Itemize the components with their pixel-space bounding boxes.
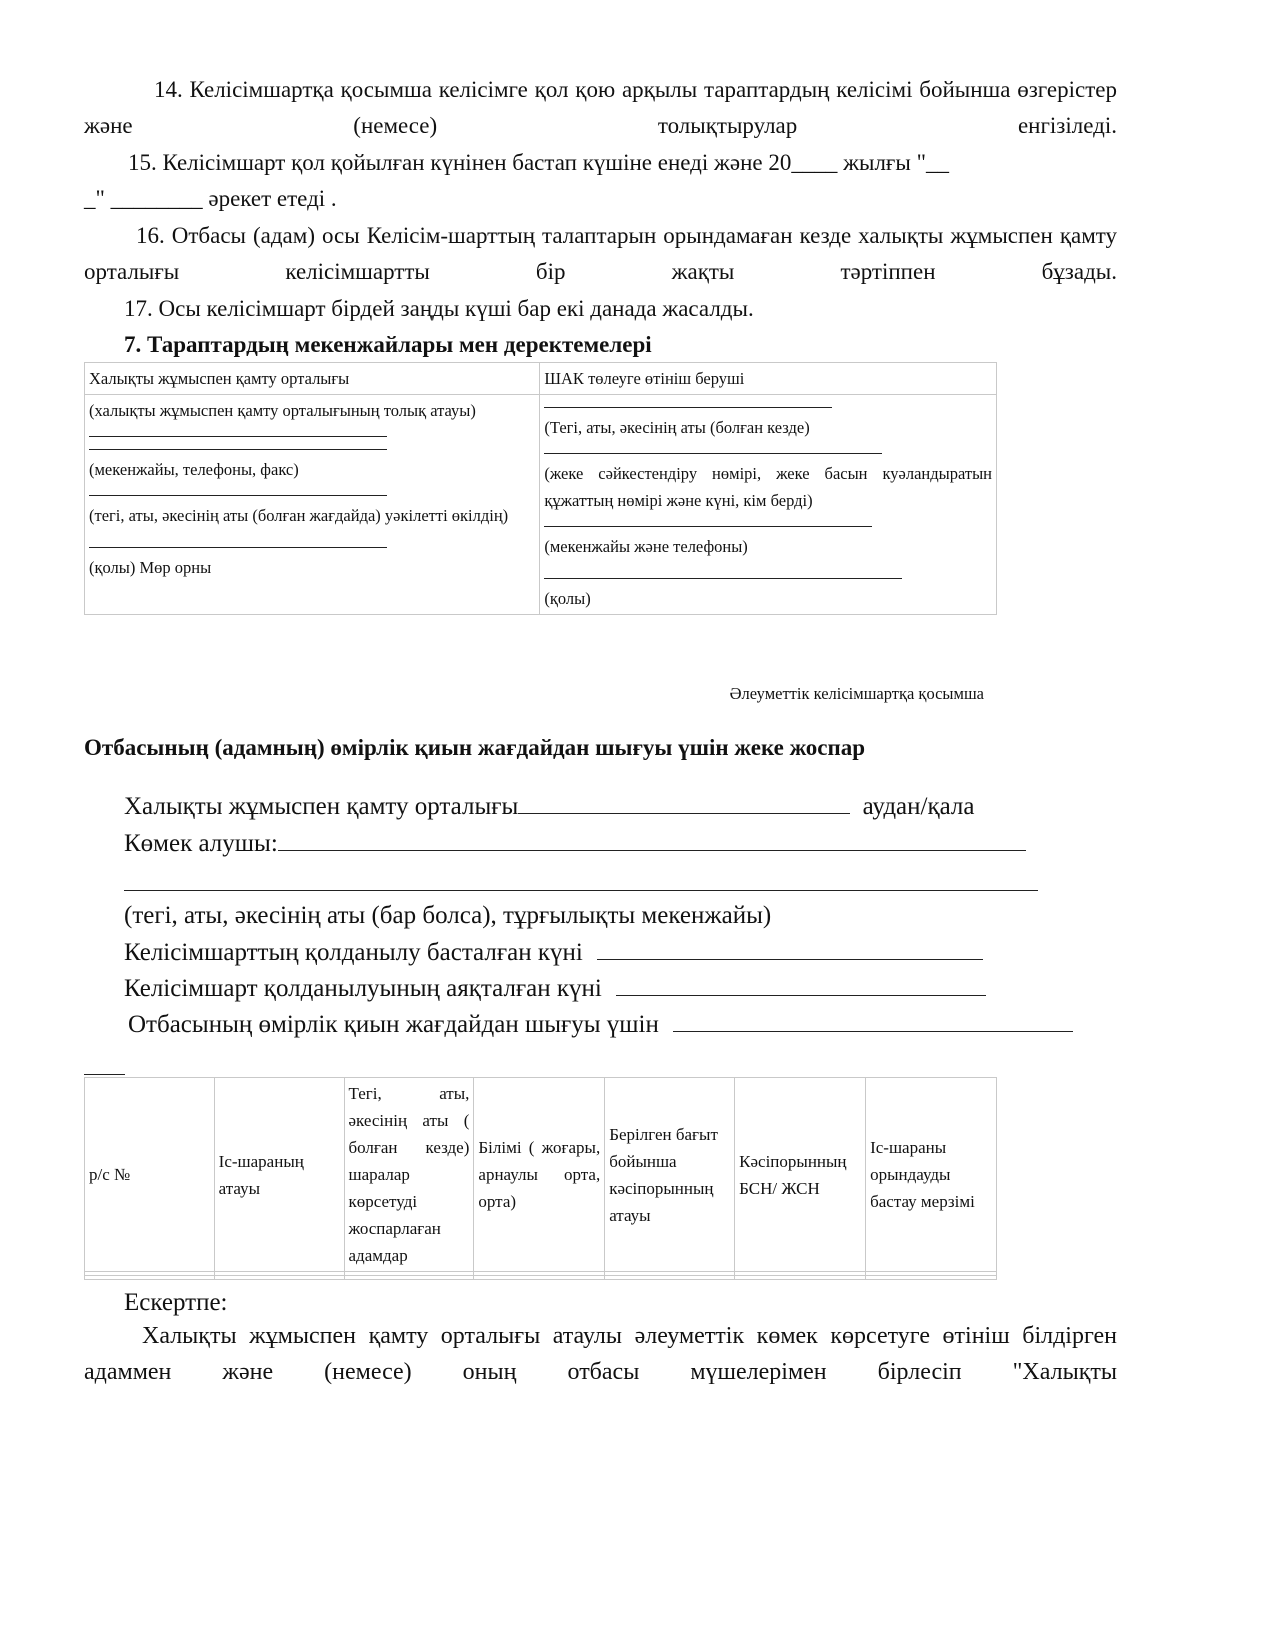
col-enterprise-name: Берілген бағыт бойынша кәсіпорынның атауы bbox=[605, 1078, 735, 1272]
col-enterprise-bin: Кәсіпорынның БСН/ ЖСН bbox=[735, 1078, 866, 1272]
col-education: Білімі ( жоғары, арнаулы орта, орта) bbox=[474, 1078, 605, 1272]
district-city-label: аудан/қала bbox=[862, 793, 975, 820]
plan-table bbox=[84, 1077, 997, 1280]
recipient-line bbox=[124, 825, 1026, 862]
paragraph-17: 17. Осы келісімшарт бірдей заңды күші бар екі данада жасалды. bbox=[124, 296, 754, 321]
paragraph-16: 16. Отбасы (адам) осы Келісім-шарттың талаптарын орындамаған кезде халықты жұмыспен қамту орталығы келісімшартты бір жақты тәртіппен бұзады. bbox=[84, 223, 1117, 284]
exit-plan-label: Отбасының өмірлік қиын жағдайдан шығуы үшін bbox=[128, 1011, 659, 1038]
applicant-name-hint: (Тегі, аты, әкесінің аты (болған кезде) bbox=[544, 418, 810, 437]
recipient-blank bbox=[278, 828, 1026, 851]
center-signature-hint: (қолы) Мөр орны bbox=[89, 558, 212, 577]
requisites-table bbox=[84, 362, 997, 615]
center-address-hint: (мекенжайы, телефоны, факс) bbox=[89, 460, 299, 479]
applicant-id-hint: (жеке сәйкестендіру нөмірі, жеке басын куәландыратын құжаттың нөмірі және күні, кім берді) bbox=[544, 464, 992, 510]
center-representative-hint: (тегі, аты, әкесінің аты (болған жағдайда) уәкілетті өкілдің) bbox=[89, 506, 509, 525]
end-date-line bbox=[124, 970, 986, 1007]
applicant-address-hint: (мекенжайы және телефоны) bbox=[544, 537, 748, 556]
employment-center-line bbox=[124, 788, 975, 825]
appendix-note: Әлеуметтік келісімшартқа қосымша bbox=[729, 684, 984, 703]
applicant-cell bbox=[540, 395, 997, 615]
start-date-blank bbox=[597, 937, 983, 960]
recipient-hint: (тегі, аты, әкесінің аты (бар болса), тұрғылықты мекенжайы) bbox=[124, 902, 772, 929]
exit-plan-line bbox=[128, 1006, 1073, 1043]
col-start-date: Іс-шараны орындауды бастау мерзімі bbox=[866, 1078, 997, 1272]
applicant-signature-hint: (қолы) bbox=[544, 589, 591, 608]
section-7-title: 7. Тараптардың мекенжайлары мен деректемелері bbox=[124, 332, 652, 357]
start-date-line bbox=[124, 934, 983, 971]
employment-center-blank bbox=[518, 791, 850, 814]
exit-plan-blank-cont bbox=[84, 1074, 125, 1075]
right-header: ШАК төлеуге өтініш беруші bbox=[540, 363, 997, 395]
col-number: р/с № bbox=[85, 1078, 215, 1272]
paragraph-15-line2: _" ________ әрекет етеді . bbox=[84, 186, 337, 211]
start-date-label: Келісімшарттың қолданылу басталған күні bbox=[124, 939, 583, 966]
applicant-address-line bbox=[544, 526, 872, 527]
center-representative-line bbox=[89, 547, 387, 548]
end-date-label: Келісімшарт қолданылуының аяқталған күні bbox=[124, 975, 602, 1002]
note-label: Ескертпе: bbox=[124, 1289, 228, 1316]
applicant-name-line bbox=[544, 407, 832, 408]
col-activity-name: Іс-шараның атауы bbox=[214, 1078, 344, 1272]
recipient-label: Көмек алушы: bbox=[124, 830, 278, 857]
employment-center-label: Халықты жұмыспен қамту орталығы bbox=[124, 793, 519, 820]
plan-title: Отбасының (адамның) өмірлік қиын жағдайдан шығуы үшін жеке жоспар bbox=[84, 735, 865, 760]
center-name-line bbox=[89, 436, 387, 437]
plan-table-empty-row bbox=[85, 1276, 997, 1280]
col-responsible-persons: Тегі, аты, әкесінің аты ( болған кезде) шаралар көрсетуді жоспарлаған адамдар bbox=[344, 1078, 474, 1272]
employment-center-cell bbox=[85, 395, 540, 615]
paragraph-15-line1: 15. Келісімшарт қол қойылған күнінен бастап күшіне енеді және 20____ жылғы "__ bbox=[128, 150, 949, 175]
center-name-line-2 bbox=[89, 449, 387, 450]
recipient-blank-2 bbox=[124, 890, 1038, 891]
applicant-signature-line bbox=[544, 578, 902, 579]
paragraph-14: 14. Келісімшартқа қосымша келісімге қол қою арқылы тараптардың келісімі бойынша өзгерістер және (немесе) толықтырулар енгізіледі. bbox=[84, 77, 1117, 138]
center-address-line bbox=[89, 495, 387, 496]
applicant-id-line bbox=[544, 453, 882, 454]
note-text: Халықты жұмыспен қамту орталығы атаулы әлеуметтік көмек көрсетуге өтініш білдірген адаммен және (немесе) оның отбасы мүшелерімен бірлесіп "Халықты bbox=[84, 1323, 1117, 1385]
plan-table-header-row bbox=[85, 1078, 997, 1272]
center-full-name-hint: (халықты жұмыспен қамту орталығының толық атауы) bbox=[89, 401, 476, 420]
exit-plan-blank bbox=[673, 1009, 1073, 1032]
end-date-blank bbox=[616, 973, 986, 996]
left-header: Халықты жұмыспен қамту орталығы bbox=[85, 363, 540, 395]
